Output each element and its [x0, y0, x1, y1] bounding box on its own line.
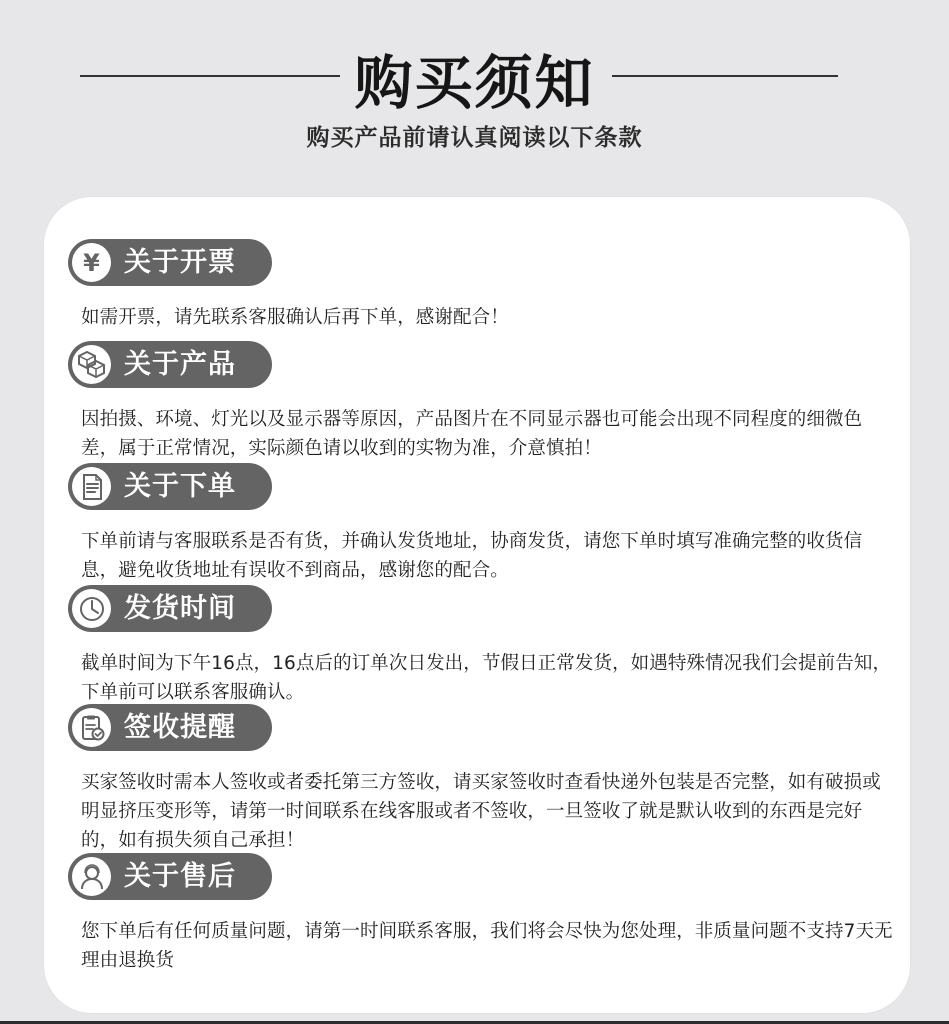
section-badge-shipping-time: [68, 585, 272, 632]
section-title: 关于下单: [124, 471, 236, 502]
section-badge-product: [68, 341, 272, 388]
section-text: 截单时间为下午16点，16点后的订单次日发出，节假日正常发货，如遇特殊情况我们会提前告知，下单前可以联系客服确认。: [81, 653, 892, 703]
section-badge-after-sales: [68, 853, 272, 900]
document-icon: [72, 467, 111, 506]
section-badge-invoice: [68, 239, 272, 286]
clipboard-check-icon: [72, 708, 111, 747]
section-text: 您下单后有任何质量问题，请第一时间联系客服，我们将会尽快为您处理，非质量问题不支持7天无理由退换货: [81, 921, 893, 971]
section-title: 关于产品: [124, 349, 236, 380]
clock-icon: [72, 589, 111, 628]
section-text: 下单前请与客服联系是否有货，并确认发货地址，协商发货，请您下单时填写准确完整的收货信息，避免收货地址有误收不到商品，感谢您的配合。: [81, 531, 863, 581]
section-title: 关于售后: [124, 861, 236, 892]
page-subtitle: 购买产品前请认真阅读以下条款: [306, 125, 643, 151]
notice-card: [44, 197, 910, 1013]
title-divider-right: [612, 75, 838, 77]
section-text: 买家签收时需本人签收或者委托第三方签收，请买家签收时查看快递外包装是否完整，如有破损或明显挤压变形等，请第一时间联系在线客服或者不签收，一旦签收了就是默认收到的东西是完好的，如有损失须自己承担！: [81, 772, 881, 851]
section-badge-order: [68, 463, 272, 510]
section-text: 如需开票，请先联系客服确认后再下单，感谢配合！: [81, 307, 509, 328]
section-title: 关于开票: [124, 247, 236, 278]
section-badge-signing-reminder: [68, 704, 272, 751]
user-icon: [72, 857, 111, 896]
section-title: 发货时间: [124, 593, 236, 624]
section-title: 签收提醒: [124, 712, 236, 743]
boxes-icon: [72, 345, 111, 384]
page-title: 购买须知: [354, 49, 595, 117]
header: [0, 38, 949, 178]
section-text: 因拍摄、环境、灯光以及显示器等原因，产品图片在不同显示器也可能会出现不同程度的细微色差，属于正常情况，实际颜色请以收到的实物为准，介意慎拍！: [81, 409, 863, 459]
yen-icon: ¥: [72, 243, 111, 282]
